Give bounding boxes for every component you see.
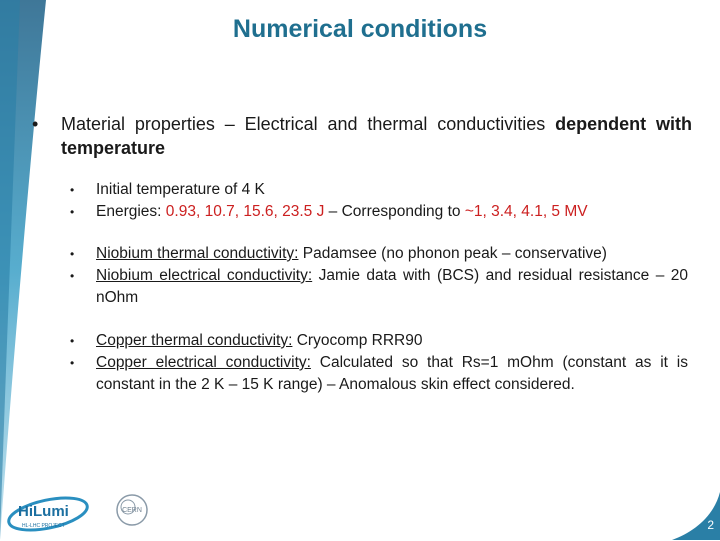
- energies-connector: – Corresponding to: [324, 203, 465, 220]
- niobium-electrical-text: Jamie data with (BCS) and residual resistance – 20 nOhm: [96, 267, 688, 306]
- corner-decoration: [664, 492, 720, 540]
- bullet-marker: •: [70, 356, 75, 370]
- sub-bullet-group-copper: [70, 330, 688, 396]
- bullet-marker: •: [32, 114, 39, 134]
- hilumi-logo-text: HiLumi: [18, 503, 69, 520]
- bullet-marker: •: [70, 183, 75, 197]
- sub-bullet-group-niobium: [70, 243, 688, 309]
- copper-thermal-text: Cryocomp RRR90: [292, 332, 423, 349]
- cern-logo: [117, 495, 147, 525]
- bullet-marker: •: [70, 334, 75, 348]
- list-item: [70, 330, 688, 352]
- copper-electrical-text: Calculated so that Rs=1 mOhm (constant as it is constant in the 2 K – 15 K range) – Anomalous skin effect considered.: [96, 354, 688, 393]
- sub-bullet-group-initial-conditions: [70, 179, 688, 223]
- left-decorative-stripe: [0, 0, 48, 540]
- list-item: [70, 179, 688, 201]
- list-item: [70, 352, 688, 396]
- voltage-values: ~1, 3.4, 4.1, 5 MV: [464, 203, 588, 220]
- main-bullet-bold-line2: with temperature: [61, 114, 692, 158]
- slide-title: Numerical conditions: [232, 15, 488, 43]
- niobium-electrical-label: Niobium electrical conductivity:: [96, 267, 313, 284]
- main-bullet-text: Material properties – Electrical and thermal conductivities: [61, 114, 546, 134]
- bullet-marker: •: [70, 247, 75, 261]
- energies-label: Energies:: [96, 203, 166, 220]
- copper-thermal-label: Copper thermal conductivity:: [96, 332, 293, 349]
- initial-temperature-text: Initial temperature of 4 K: [96, 181, 265, 198]
- bullet-marker: •: [70, 269, 75, 283]
- copper-electrical-label: Copper electrical conductivity:: [96, 354, 311, 371]
- list-item: [70, 265, 688, 309]
- page-number: 2: [707, 518, 714, 532]
- niobium-thermal-text: Padamsee (no phonon peak – conservative): [298, 245, 607, 262]
- hilumi-logo: [4, 490, 154, 536]
- bullet-marker: •: [70, 205, 75, 219]
- list-item: [70, 243, 688, 265]
- niobium-thermal-label: Niobium thermal conductivity:: [96, 245, 299, 262]
- main-bullet-bold: dependent: [555, 114, 647, 134]
- cern-logo-text: CERN: [122, 507, 142, 514]
- main-bullet: [32, 112, 692, 160]
- list-item: [70, 201, 688, 223]
- hilumi-logo-subtext: HL-LHC PROJECT: [22, 523, 65, 529]
- energies-values: 0.93, 10.7, 15.6, 23.5 J: [165, 203, 325, 220]
- footer-logos: [4, 490, 154, 541]
